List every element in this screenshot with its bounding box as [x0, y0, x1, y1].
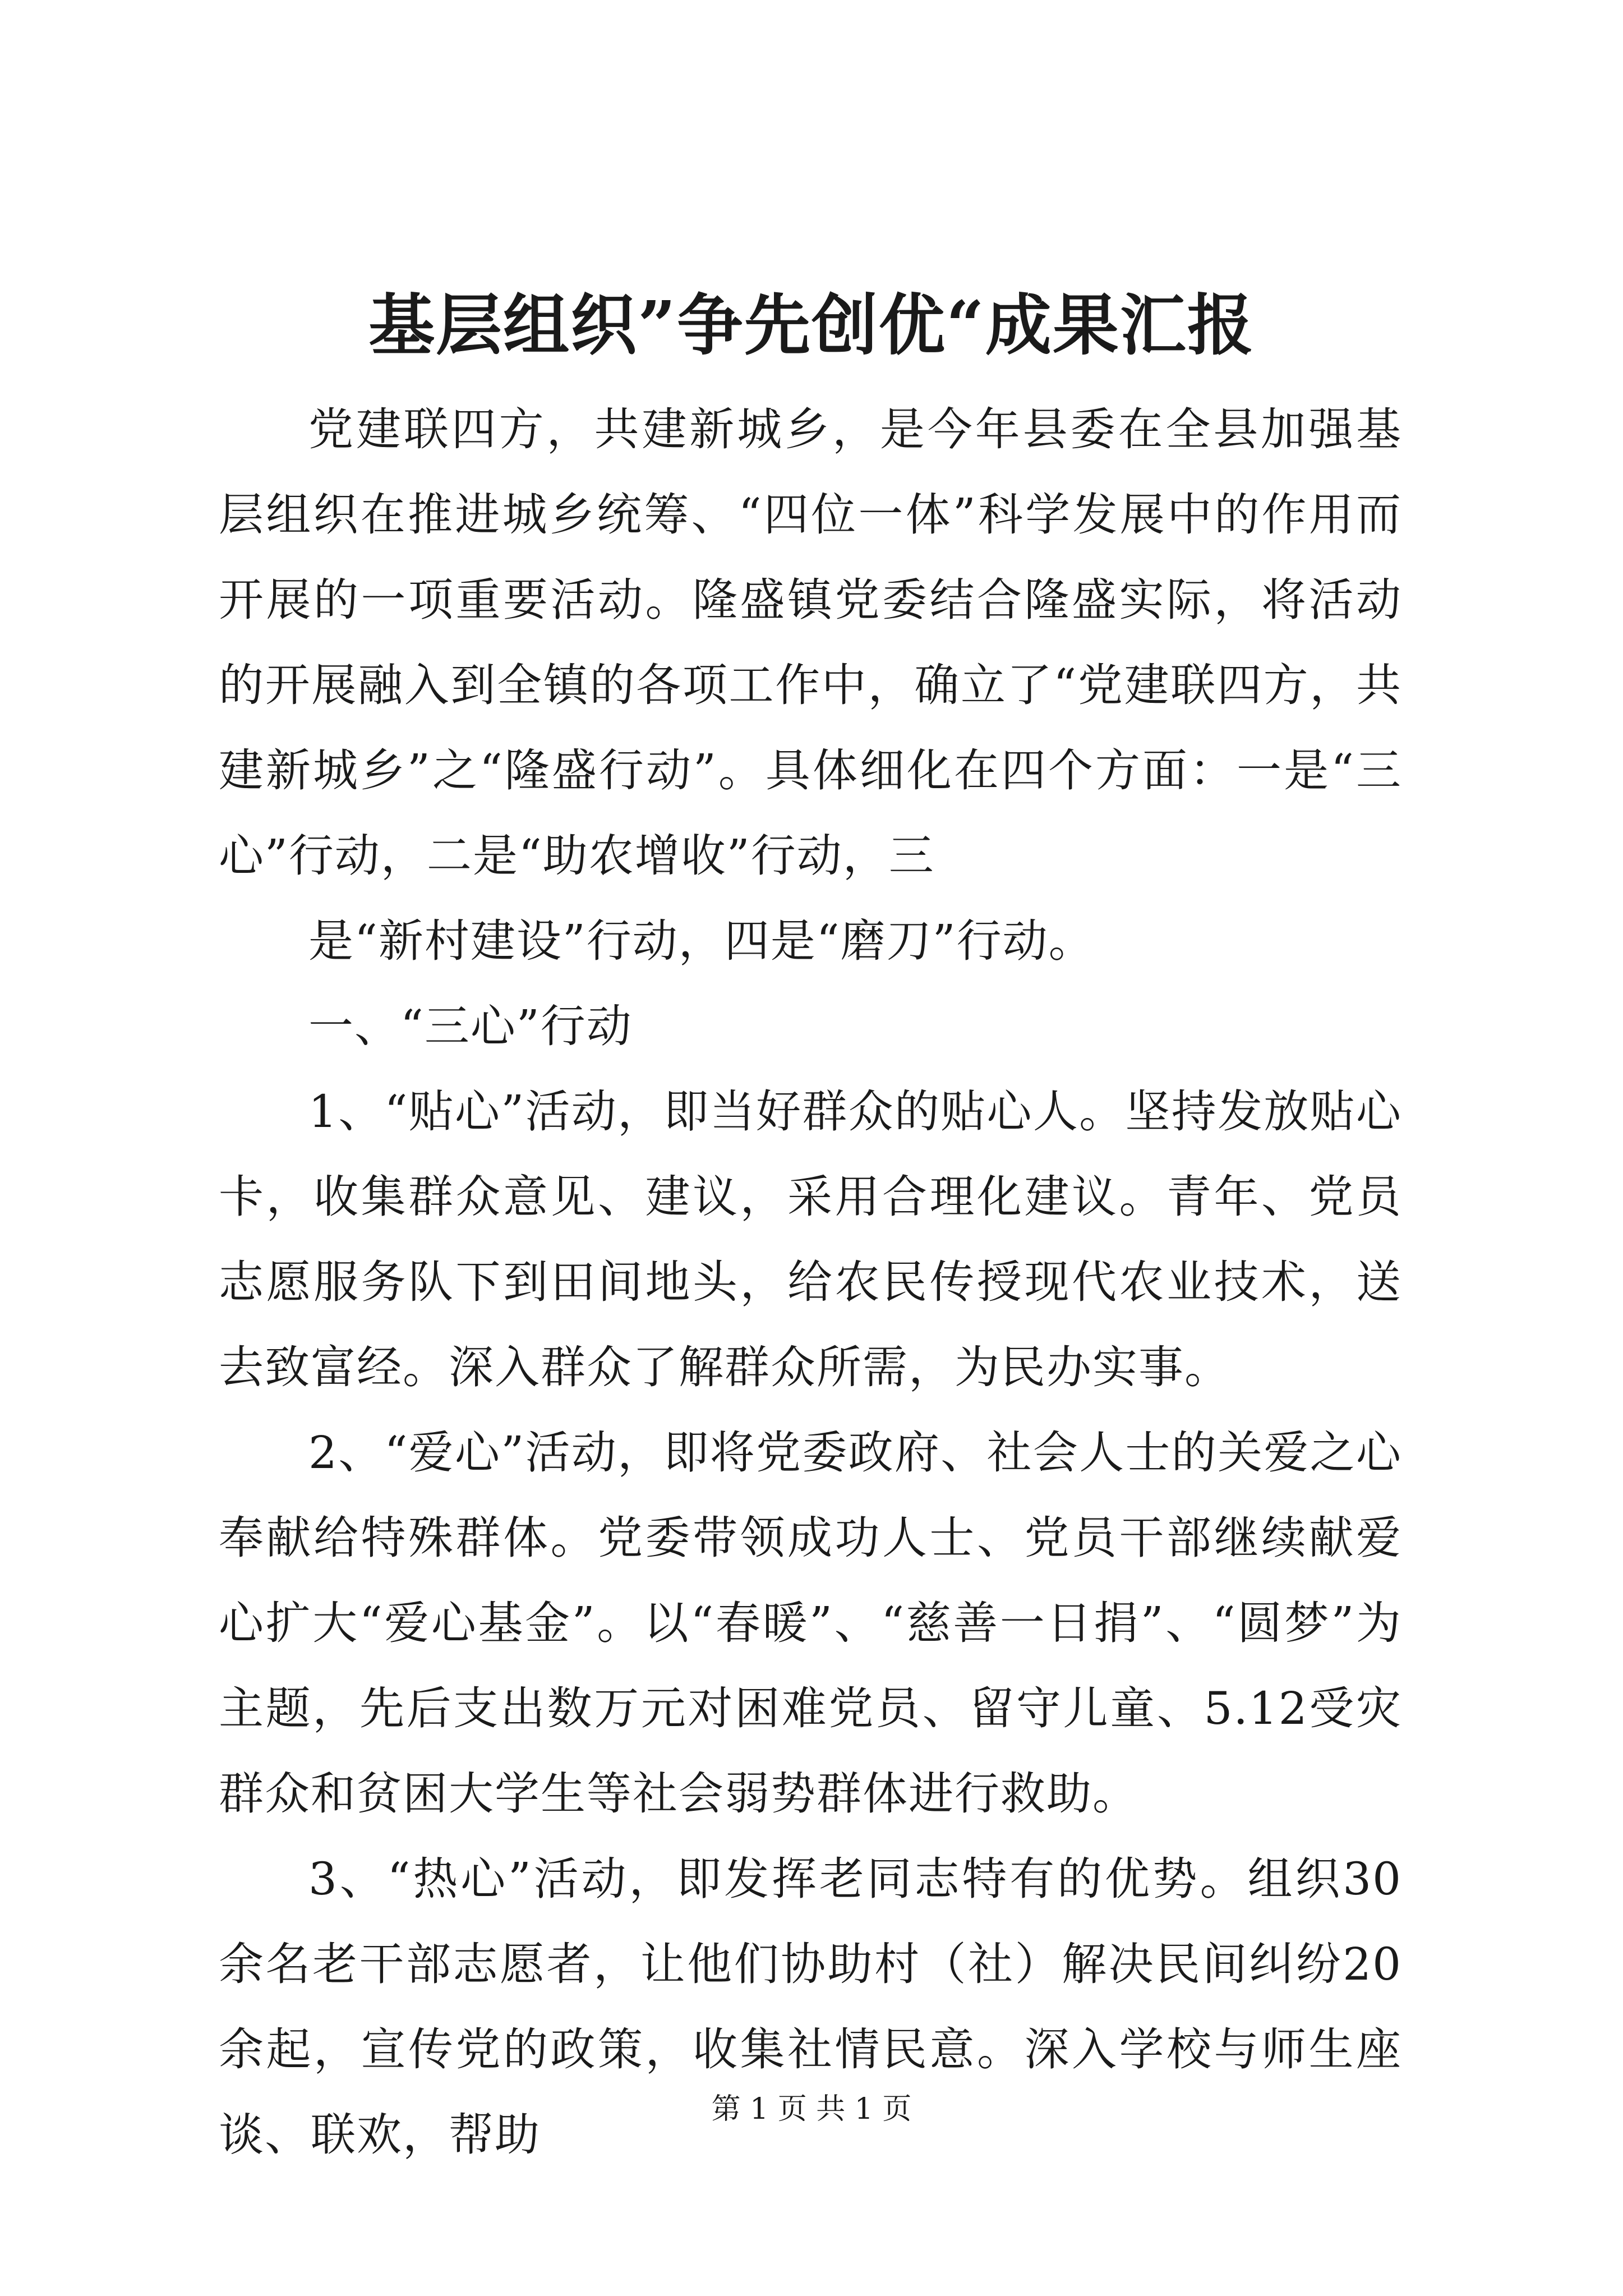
page-footer: 第 1 页 共 1 页: [711, 2092, 912, 2126]
paragraph-item-3: 3、“热心”活动，即发挥老同志特有的优势。组织30余名老干部志愿者，让他们协助村（社）解决民间纠纷20余起，宣传党的政策，收集社情民意。深入学校与师生座谈、联欢，帮助: [219, 1853, 1402, 2161]
paragraph-item-1: 1、“贴心”活动，即当好群众的贴心人。坚持发放贴心卡，收集群众意见、建议，采用合理化建议。青年、党员志愿服务队下到田间地头，给农民传授现代农业技术，送去致富经。深入群众了解群众所需，为民办实事。: [219, 1085, 1402, 1393]
paragraph-intro: 党建联四方，共建新城乡，是今年县委在全县加强基层组织在推进城乡统筹、“四位一体”科学发展中的作用而开展的一项重要活动。隆盛镇党委结合隆盛实际，将活动的开展融入到全镇的各项工作中，确立了“党建联四方，共建新城乡”之“隆盛行动”。具体细化在四个方面：一是“三心”行动，二是“助农增收”行动，三: [219, 403, 1402, 882]
document-body: [219, 387, 1402, 2178]
paragraph-item-2: 2、“爱心”活动，即将党委政府、社会人士的关爱之心奉献给特殊群体。党委带领成功人士、党员干部继续献爱心扩大“爱心基金”。以“春暖”、“慈善一日捐”、“圆梦”为主题，先后支出数万元对困难党员、留守儿童、5.12受灾群众和贫困大学生等社会弱势群体进行救助。: [219, 1427, 1402, 1820]
section-heading: 一、“三心”行动: [308, 1000, 633, 1052]
document-title: 基层组织”争先创优“成果汇报: [368, 286, 1255, 364]
paragraph-continuation: 是“新村建设”行动，四是“磨刀”行动。: [308, 915, 1095, 967]
